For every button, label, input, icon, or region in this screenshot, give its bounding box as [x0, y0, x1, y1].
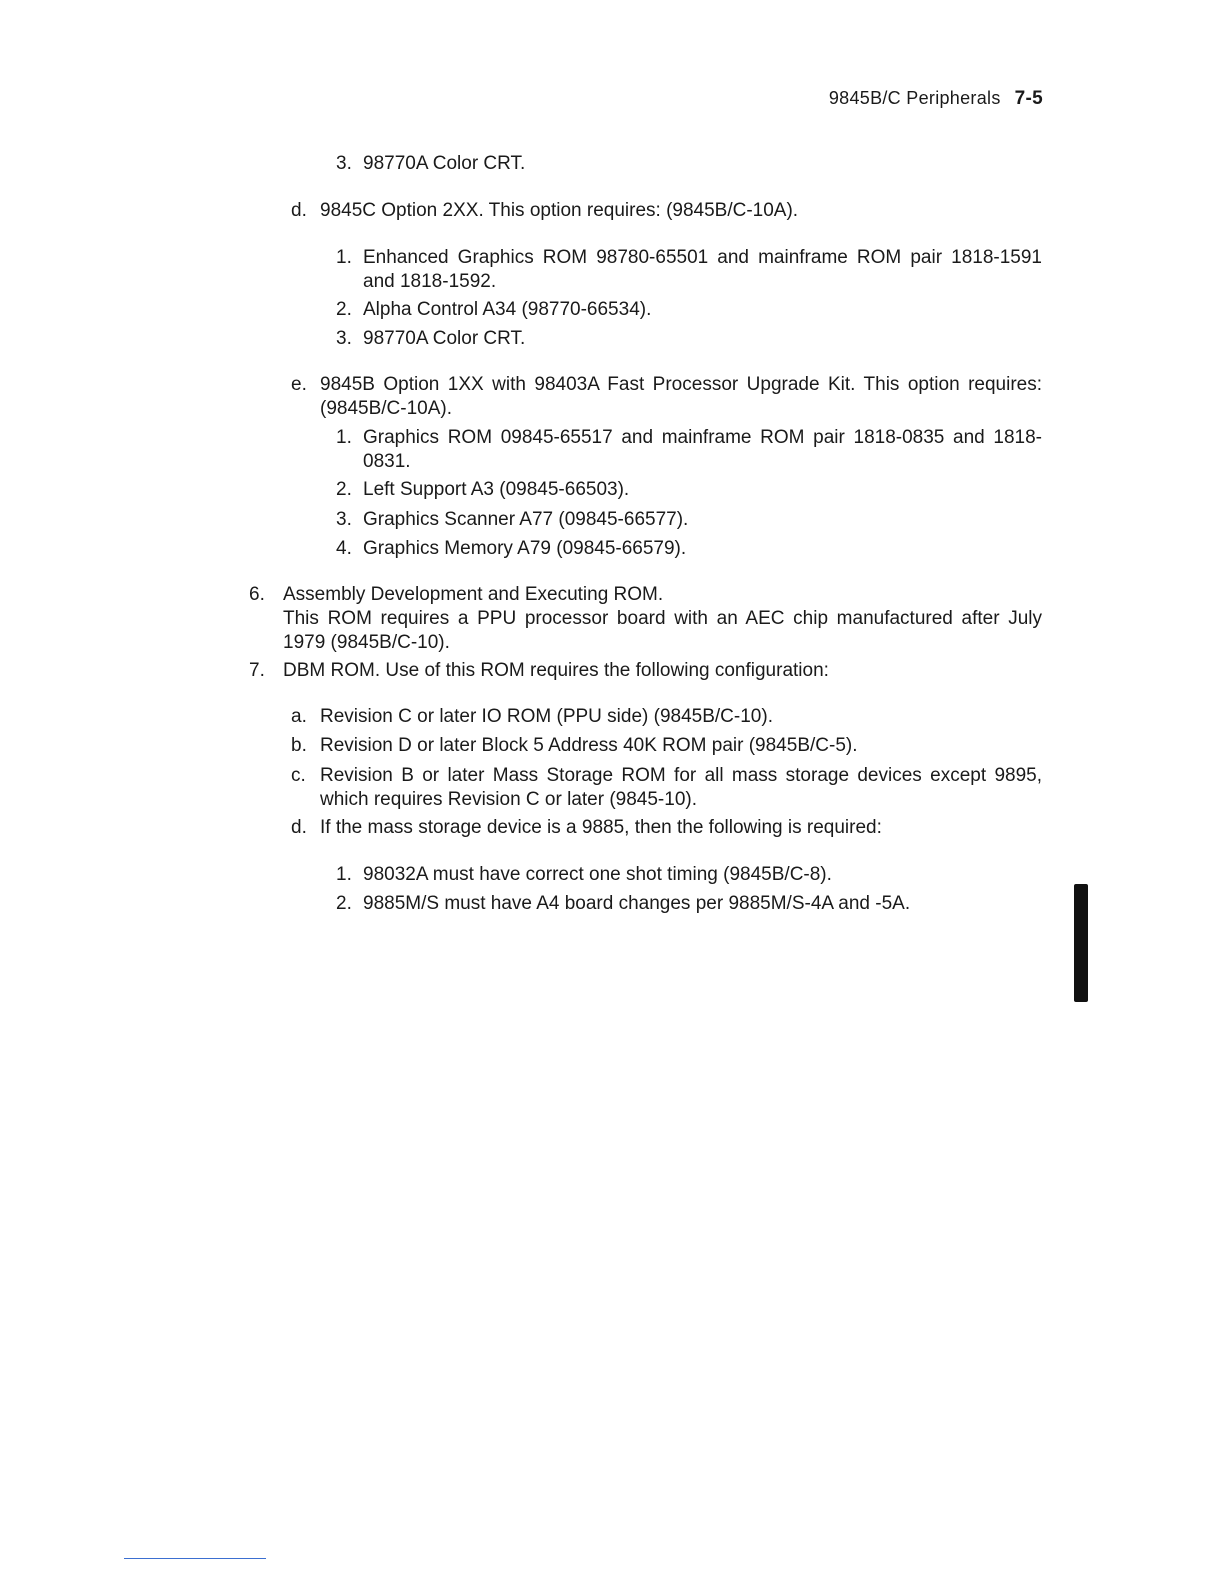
list-label: c. [291, 765, 306, 786]
list-item-e2 [336, 478, 1042, 502]
list-label: 3. [336, 328, 352, 349]
list-item-d7 [291, 816, 1042, 840]
list-item-d7-1 [336, 863, 1042, 887]
list-item-c [291, 764, 1042, 812]
list-item-e1 [336, 426, 1042, 474]
list-item-e4 [336, 537, 1042, 561]
list-item-a [291, 705, 1042, 729]
list-label: 1. [336, 427, 352, 448]
list-item-d [291, 199, 1042, 223]
list-item-7 [249, 659, 1042, 683]
list-item-d1 [336, 246, 1042, 294]
footer-rule [124, 1558, 266, 1559]
list-label: 1. [336, 247, 352, 268]
list-label: 4. [336, 538, 352, 559]
list-item-e3 [336, 508, 1042, 532]
list-item-6 [249, 583, 1042, 655]
list-item-d7-2 [336, 892, 1042, 916]
list-text: 98770A Color CRT. [363, 328, 526, 349]
list-label: 3. [336, 153, 352, 174]
running-title: 9845B/C Peripherals [828, 88, 1001, 108]
list-text: This ROM requires a PPU processor board with an AEC chip manufactured after July 1979 (9845B/C-10). [283, 608, 1042, 653]
list-text: Revision C or later IO ROM (PPU side) (9845B/C-10). [320, 706, 773, 727]
list-text: 98770A Color CRT. [363, 153, 526, 174]
list-item-c3 [336, 152, 1042, 176]
list-text: 9845C Option 2XX. This option requires: (9845B/C-10A). [320, 200, 799, 221]
list-item-d3 [336, 327, 1042, 351]
list-text: DBM ROM. Use of this ROM requires the following configuration: [283, 660, 829, 681]
page-number: 7-5 [1014, 88, 1043, 109]
list-text: If the mass storage device is a 9885, then the following is required: [320, 817, 882, 838]
list-text: 9845B Option 1XX with 98403A Fast Processor Upgrade Kit. This option requires: (9845B/C-10A). [320, 374, 1042, 419]
list-label: 2. [336, 479, 352, 500]
list-text: Revision D or later Block 5 Address 40K ROM pair (9845B/C-5). [320, 735, 858, 756]
list-text: Graphics ROM 09845-65517 and mainframe ROM pair 1818-0835 and 1818-0831. [363, 427, 1042, 472]
list-text: Revision B or later Mass Storage ROM for all mass storage devices except 9895, which requires Revision C or later (9845-10). [320, 765, 1042, 810]
list-item-d2 [336, 298, 1042, 322]
list-text: 98032A must have correct one shot timing (9845B/C-8). [363, 864, 832, 885]
list-label: 1. [336, 864, 352, 885]
list-text: Graphics Scanner A77 (09845-66577). [363, 509, 689, 530]
list-item-e [291, 373, 1042, 421]
list-label: d. [291, 817, 307, 838]
list-text: Left Support A3 (09845-66503). [363, 479, 630, 500]
list-label: 7. [249, 660, 265, 681]
list-title: Assembly Development and Executing ROM. [283, 584, 664, 605]
list-item-b [291, 734, 1042, 758]
list-label: a. [291, 706, 307, 727]
list-label: b. [291, 735, 307, 756]
list-label: 6. [249, 584, 265, 605]
list-label: 3. [336, 509, 352, 530]
list-label: e. [291, 374, 307, 395]
change-bar [1074, 884, 1088, 1002]
running-header [829, 88, 1043, 110]
list-label: d. [291, 200, 307, 221]
list-label: 2. [336, 299, 352, 320]
list-text: 9885M/S must have A4 board changes per 9885M/S-4A and -5A. [363, 893, 911, 914]
list-text: Enhanced Graphics ROM 98780-65501 and mainframe ROM pair 1818-1591 and 1818-1592. [363, 247, 1042, 292]
list-text: Graphics Memory A79 (09845-66579). [363, 538, 687, 559]
list-text: Alpha Control A34 (98770-66534). [363, 299, 652, 320]
list-label: 2. [336, 893, 352, 914]
